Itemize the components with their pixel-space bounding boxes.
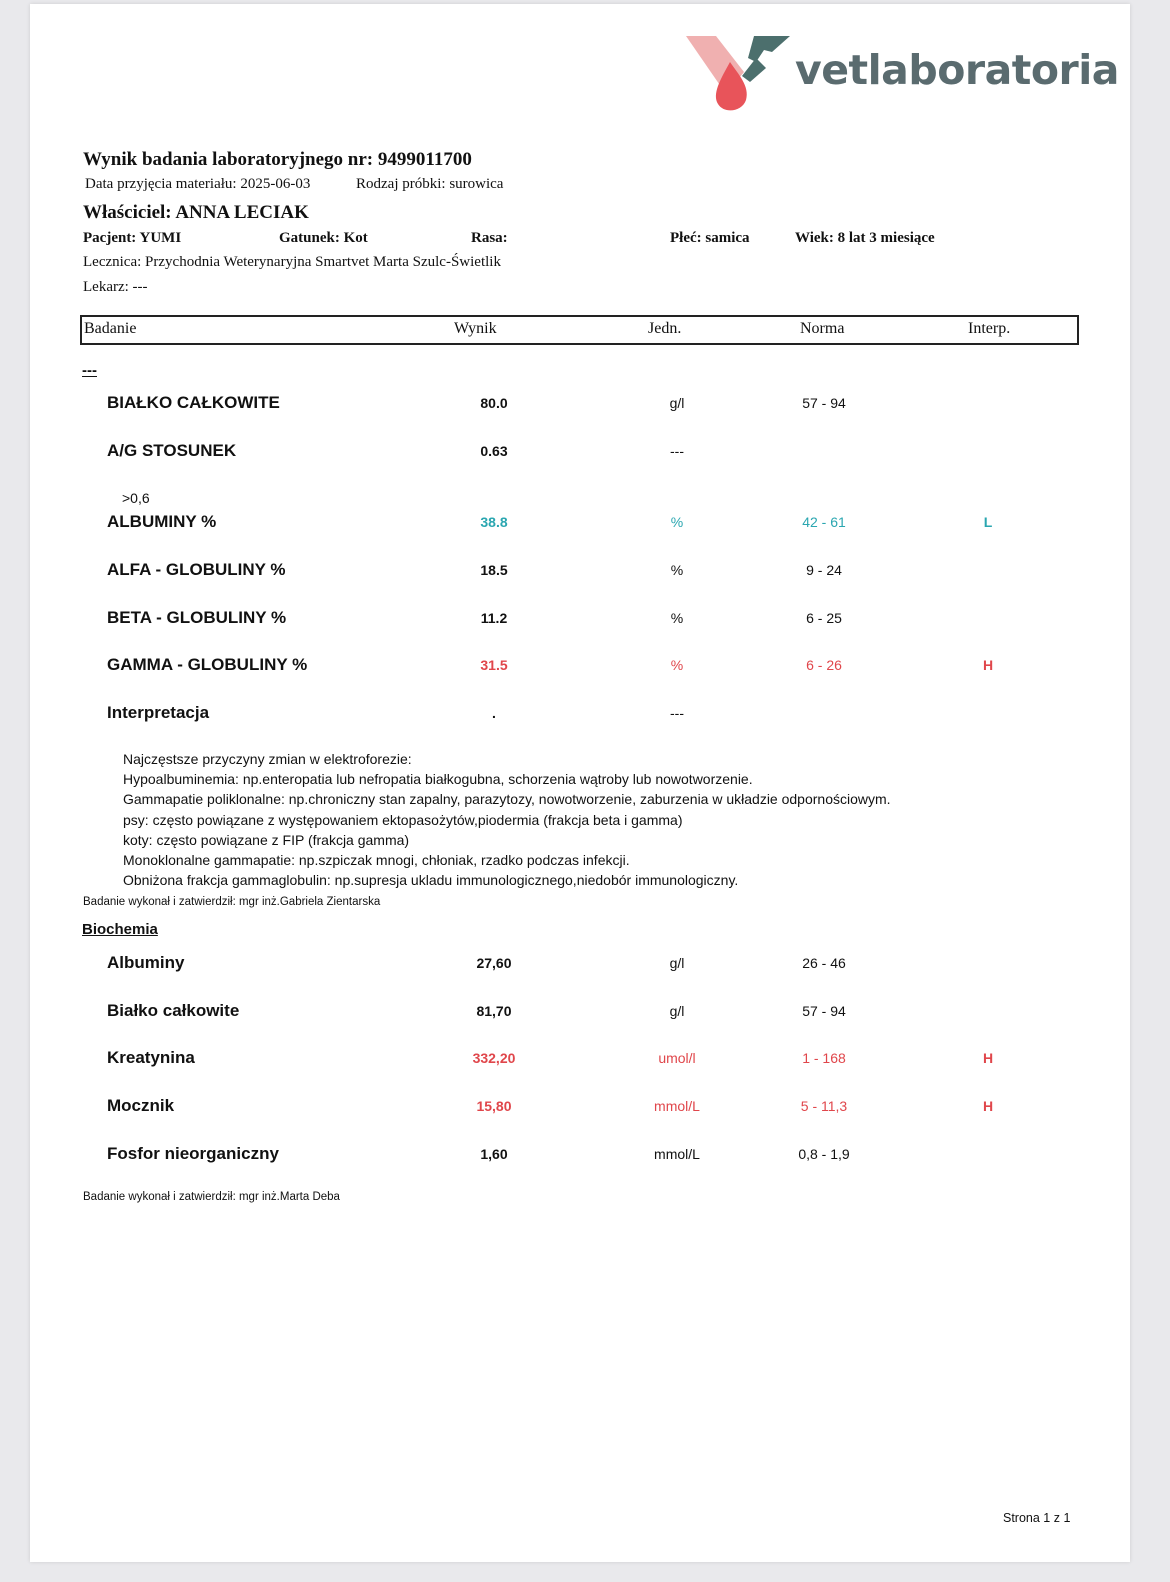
patient: Pacjent: YUMI [83, 230, 182, 246]
cell-unit: umol/l [658, 1050, 696, 1066]
note-line: psy: często powiązane z występowaniem ektopasożytów,piodermia (frakcja beta i gamma) [123, 811, 683, 828]
cell-unit: g/l [669, 1003, 685, 1019]
cell-interp: H [982, 1050, 994, 1066]
cell-value: 38.8 [480, 514, 508, 530]
cell-name: BIAŁKO CAŁKOWITE [107, 393, 280, 412]
cell-name: Mocznik [107, 1096, 175, 1115]
cell-interp: L [983, 514, 993, 530]
col-header-result: Wynik [454, 320, 497, 337]
cell-unit: mmol/L [654, 1146, 700, 1162]
page-number: Strona 1 z 1 [1003, 1511, 1071, 1525]
breed: Rasa: [471, 230, 508, 246]
logo-text: vetlaboratoria [795, 46, 1119, 94]
cell-value: 18.5 [480, 562, 508, 578]
cell-norm: 5 - 11,3 [800, 1098, 848, 1114]
signature-2: Badanie wykonał i zatwierdził: mgr inż.Marta Deba [83, 1191, 340, 1203]
cell-interp: H [982, 1098, 994, 1114]
col-header-interp: Interp. [968, 320, 1011, 337]
sample-type: Rodzaj próbki: surowica [356, 176, 504, 192]
ag-note: >0,6 [122, 490, 150, 506]
species: Gatunek: Kot [279, 230, 368, 246]
cell-value: . [492, 705, 496, 721]
cell-value: 11.2 [480, 610, 508, 626]
logo-teal-tail [742, 58, 766, 82]
cell-unit: % [670, 562, 684, 578]
col-header-test: Badanie [84, 320, 137, 337]
note-line: koty: często powiązane z FIP (frakcja gamma) [123, 831, 410, 848]
note-line: Najczęstsze przyczyny zmian w elektroforezie: [123, 751, 412, 767]
cell-name: ALBUMINY % [107, 512, 217, 531]
clinic: Lecznica: Przychodnia Weterynaryjna Smartvet Marta Szulc-Świetlik [83, 254, 501, 270]
sex: Płeć: samica [670, 230, 750, 246]
cell-norm: 0,8 - 1,9 [798, 1146, 850, 1162]
cell-name: Albuminy [107, 953, 185, 972]
cell-name: ALFA - GLOBULINY % [107, 560, 286, 579]
logo-teal-wing [748, 36, 790, 62]
vetlaboratoria-logo-icon [686, 32, 792, 114]
cell-unit: % [670, 514, 684, 530]
cell-unit: % [670, 657, 684, 673]
report-title: Wynik badania laboratoryjnego nr: 9499011700 [83, 149, 472, 170]
cell-interp: H [982, 657, 994, 673]
cell-norm: 57 - 94 [802, 1003, 846, 1019]
report-page [30, 4, 1130, 1562]
doctor: Lekarz: --- [83, 279, 148, 295]
cell-name: BETA - GLOBULINY % [107, 608, 287, 627]
cell-name: Kreatynina [107, 1048, 195, 1067]
cell-value: 15,80 [476, 1098, 512, 1114]
cell-value: 332,20 [472, 1050, 516, 1066]
age: Wiek: 8 lat 3 miesiące [795, 230, 935, 246]
owner: Właściciel: ANNA LECIAK [83, 202, 309, 223]
interpretation-notes [123, 749, 891, 890]
signature-1: Badanie wykonał i zatwierdził: mgr inż.Gabriela Zientarska [83, 896, 381, 908]
section-biochemistry-title: Biochemia [82, 921, 158, 938]
cell-unit: mmol/L [654, 1098, 700, 1114]
cell-unit: --- [670, 705, 684, 721]
material-date: Data przyjęcia materiału: 2025-06-03 [85, 176, 311, 192]
cell-value: 31.5 [480, 657, 508, 673]
cell-name: GAMMA - GLOBULINY % [107, 655, 308, 674]
cell-unit: g/l [669, 955, 685, 971]
cell-name: Fosfor nieorganiczny [107, 1144, 279, 1163]
col-header-norm: Norma [800, 320, 845, 337]
cell-name: A/G STOSUNEK [107, 441, 237, 460]
cell-value: 80.0 [480, 395, 508, 411]
note-line: Hypoalbuminemia: np.enteropatia lub nefropatia białkogubna, schorzenia wątroby lub nowotworzenie. [123, 771, 753, 788]
cell-value: 0.63 [480, 443, 508, 459]
cell-norm: 9 - 24 [806, 562, 842, 578]
cell-unit: --- [670, 443, 684, 459]
cell-value: 1,60 [480, 1146, 508, 1162]
note-line: Obniżona frakcja gammaglobulin: np.supresja ukladu immunologicznego,niedobór immunologiczny. [123, 872, 739, 889]
table-header [80, 315, 1079, 345]
col-header-unit: Jedn. [648, 320, 682, 337]
cell-value: 27,60 [476, 955, 512, 971]
cell-norm: 6 - 26 [806, 657, 842, 673]
cell-norm: 6 - 25 [806, 610, 842, 626]
cell-norm: 57 - 94 [802, 395, 846, 411]
note-line: Monoklonalne gammapatie: np.szpiczak mnogi, chłoniak, rzadko podczas infekcji. [123, 852, 630, 869]
section-electrophoresis-title: --- [82, 362, 97, 379]
cell-norm: 1 - 168 [802, 1050, 846, 1066]
cell-unit: % [670, 610, 684, 626]
cell-name: Białko całkowite [107, 1001, 240, 1020]
cell-norm: 26 - 46 [802, 955, 846, 971]
note-line: Gammapatie poliklonalne: np.chroniczny stan zapalny, parazytozy, nowotworzenie, zaburzenia w układzie odpornościowym. [123, 791, 891, 808]
cell-unit: g/l [669, 395, 685, 411]
cell-norm: 42 - 61 [802, 514, 846, 530]
cell-name: Interpretacja [107, 703, 210, 722]
cell-value: 81,70 [476, 1003, 512, 1019]
